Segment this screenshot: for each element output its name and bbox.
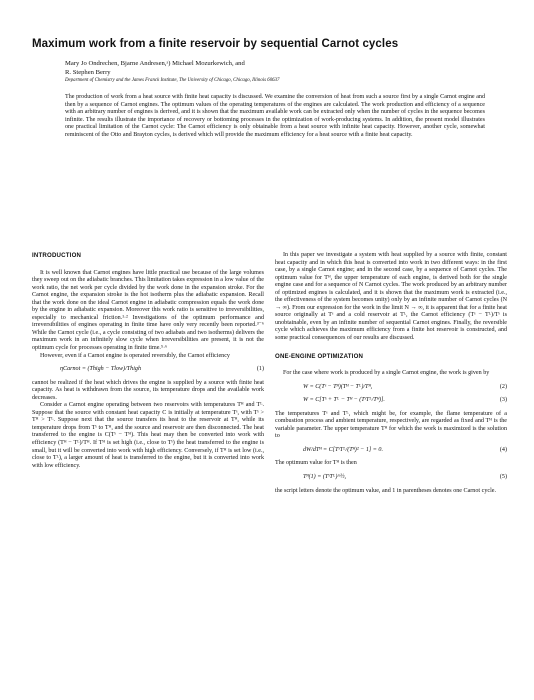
equation-5 — [275, 474, 507, 482]
equation-2 — [275, 384, 507, 392]
paragraph: However, even if a Carnot engine is operated reversibly, the Carnot efficiency — [40, 352, 230, 359]
paragraph: In this paper we investigate a system with heat supplied by a source with finite, constant heat capacity and in which this heat is converted into work in two different ways: in the first case, by a single Carnot engine; and in the second case, by a sequence of Carnot cycles. The optimum value for Tᴴ, the upper temperature of each engine, is derived both for the single engine case and for a sequence of N Carnot cycles. The work produced by an arbitrary number of optimized engines is calculated, and it is shown that the maximum work is extracted (i.e., the effectiveness of the system becomes unity) only by an infinite number of Carnot cycles (N → ∞). From our expression for the work in the limit N → ∞, it is apparent that for a finite heat source originally at Tˢ and a cold reservoir at Tᴸ, the Carnot efficiency (Tˢ − Tᴸ)/Tˢ is unobtainable, even by an infinite number of sequential Carnot engines. Finally, the reversible cycle which achieves the maximum efficiency from a finite hot reservoir is constructed, and some practical consequences of our results are discussed. — [275, 252, 507, 342]
equation-number: (1) — [256, 366, 264, 373]
author-line: Mary Jo Ondrechen, Bjarne Andresen,ᵃ) Michael Mozurkewich, and — [65, 60, 245, 67]
section-heading-introduction: INTRODUCTION — [32, 252, 82, 259]
equation-text: ηCarnot = (Thigh − Tlow)/Thigh — [60, 366, 142, 373]
equation-4 — [275, 447, 507, 455]
paper-title: Maximum work from a finite reservoir by sequential Carnot cycles — [32, 38, 399, 50]
equation-number: (4) — [499, 446, 507, 453]
section-heading-one-engine: ONE-ENGINE OPTIMIZATION — [275, 352, 364, 360]
paragraph: Consider a Carnot engine operating between two reservoirs with temperatures Tᴴ and Tᴸ. Suppose that the source with constant heat capacity C is initially at temperature Tˢ, with Tˢ > Tᴴ > Tᴸ. Suppose next that the source transfers its heat to the reservoir at Tᴴ, while its temperature drops from Tˢ to Tᴴ, and the source and reservoir are then disconnected. The heat transferred to the engine is C(Tˢ − Tᴴ). This heat may then be converted into work with efficiency (Tᴴ − Tᴸ)/Tᴴ. If Tᴴ is set high (i.e., close to Tˢ) the heat transferred to the engine is small, but it will be converted into work with high efficiency. Conversely, if Tᴴ is set low (i.e., close to Tᴸ), a larger amount of heat is transferred to the engine, but it is converted into work with low efficiency. — [32, 402, 264, 469]
paragraph: cannot be realized if the heat which drives the engine is supplied by a source with finite heat capacity. As heat is withdrawn from the source, its temperature drops and the available work decreases. — [32, 379, 264, 401]
paragraph: The optimum value for Tᴴ is then — [275, 460, 357, 467]
right-column — [275, 252, 507, 495]
equation-number: (5) — [499, 474, 507, 481]
equation-text: W = C[Tˢ + Tᴸ − Tᴴ − (TˢTᴸ/Tᴴ)]. — [303, 397, 385, 404]
equation-3 — [275, 397, 507, 405]
paragraph: the script letters denote the optimum value, and 1 in parentheses denotes one Carnot cycle. — [275, 487, 496, 494]
paragraph: For the case where work is produced by a single Carnot engine, the work is given by — [283, 370, 490, 377]
equation-text: Tᴴ(1) = (TˢTᴸ)^½, — [303, 474, 347, 481]
left-column — [32, 252, 264, 470]
equation-1 — [32, 366, 264, 374]
equation-number: (3) — [499, 397, 507, 404]
abstract: The production of work from a heat source with finite heat capacity is discussed. We examine the conversion of heat from such a source first by a single Carnot engine and then by a sequence of Carnot engines. The optimum values of the operating temperatures of the engines are calculated. The work production and efficiency of a sequence with an arbitrary number of engines is derived, and it is shown that the maximum available work can be extracted only when the number of cycles in the sequence becomes infinite. The results illustrate the importance of recovery or bottoming processes in the optimization of work-producing systems. In addition, the present model illustrates one practical limitation of the Carnot cycle: The Carnot efficiency is only obtainable from a heat source with infinite heat capacity. However, another cycle, somewhat reminiscent of the Otto and Brayton cycles, is derived which will provide the maximum efficiency for a heat source with a finite heat capacity. — [65, 94, 485, 138]
equation-text: W = C(Tˢ − Tᴴ)(Tᴴ − Tᴸ)/Tᴴ, — [303, 383, 373, 390]
paragraph: The temperatures Tˢ and Tᴸ, which might be, for example, the flame temperature of a combustion process and ambient temperature, respectively, are regarded as fixed and Tᴴ is the variable parameter. The upper temperature Tᴴ for which the work is maximized is the solution to — [275, 410, 507, 440]
paragraph: It is well known that Carnot engines have little practical use because of the large volumes they sweep out on the adiabatic branches. This limitation takes expression in a low value of the work ratio, the net work per cycle divided by the work done in the expansion stroke. For the Carnot engine, the expansion stroke is the hot isotherm plus the adiabatic expansion. Recall that the work done on the ideal Carnot engine in adiabatic compression equals the work done by the engine in adiabatic expansion. Moreover this work ratio is sensitive to irreversibilities, especially to mechanical friction.¹·² Investigations of the optimum performance and irreversibilities of engines operating in finite time have only very recently been reported.³⁻⁶ While the Carnot cycle (i.e., a cycle consisting of two adiabats and two isotherms) delivers the maximum work in an infinitely slow cycle when irreversibilities are present, it is not the optimum cycle for processes operating in finite time.⁵·⁶ — [32, 269, 264, 352]
affiliation: Department of Chemistry and the James Franck Institute, The University of Chicago, Chicago, Illinois 60637 — [65, 78, 280, 83]
author-line: R. Stephen Berry — [65, 69, 111, 77]
author-list — [65, 59, 485, 77]
equation-text: dW/dTᴴ = C[TˢTᴸ/(Tᴴ)² − 1] = 0. — [303, 446, 383, 453]
equation-number: (2) — [499, 383, 507, 390]
